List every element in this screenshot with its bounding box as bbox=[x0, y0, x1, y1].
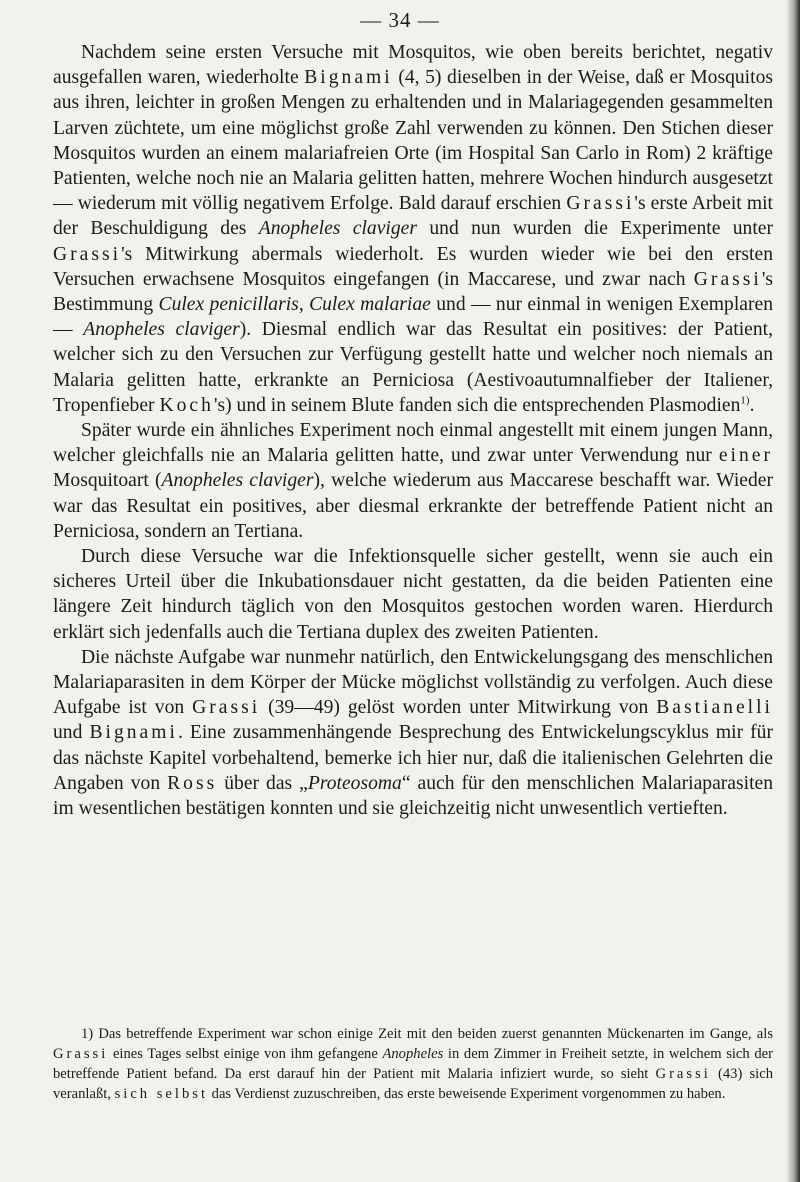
spaced-name: Grassi bbox=[693, 268, 762, 290]
text-run: (43) sich veranlaßt, bbox=[53, 1066, 773, 1102]
page-number: — 34 — bbox=[360, 8, 440, 32]
text-run: (4, 5) dieselben in der Weise, daß er Mosquitos aus ihren, leichter in großen Mengen zu erhaltenden und in Malariagegenden gesammelten Larven züchtete, um eine möglichst große Zahl verwenden zu können. Den Stichen dieser Mosquitos wurden an einem malariafreien Orte (im Hospital San Carlo in Rom) 2 kräftige Patienten, welche noch nie an Malaria gelitten hatten, mehrere Wochen hindurch ausgesetzt — wiederum mit völlig negativem Erfolge. Bald darauf erschien bbox=[53, 67, 773, 215]
paragraph bbox=[53, 645, 773, 821]
italic-term: Culex malariae bbox=[309, 294, 431, 316]
text-run: Nachdem seine ersten Versuche mit Mosquitos, wie oben bereits berichtet, negativ ausgefallen waren, wiederholte bbox=[53, 42, 773, 89]
spaced-name: sich selbst bbox=[114, 1086, 208, 1102]
text-run: 1) Das betreffende Experiment war schon einige Zeit mit den beiden zuerst genannten Mückenarten im Gange, als bbox=[81, 1026, 773, 1042]
text-run: Durch diese Versuche war die Infektionsquelle sicher gestellt, wenn sie auch ein sicheres Urteil über die Inkubationsdauer nicht gestatten, da die beiden Patienten eine längere Zeit hindurch täglich von den Mosquitos gestochen worden waren. Hierdurch erklärt sich jedenfalls auch die Tertiana duplex des zweiten Patienten. bbox=[53, 546, 773, 643]
spaced-name: Grassi bbox=[53, 1046, 109, 1062]
paragraph bbox=[53, 418, 773, 544]
footnote-marker: 1) bbox=[740, 394, 750, 407]
text-run: ), welche wiederum aus Maccarese beschafft war. Wieder war das Resultat ein positives, aber diesmal erkrankte der betreffende Patient nicht an Perniciosa, sondern an Tertiana. bbox=[53, 470, 774, 542]
italic-term: Anopheles bbox=[382, 1046, 444, 1062]
spaced-name: Grassi bbox=[53, 243, 122, 265]
text-run: das Verdienst zuzuschreiben, das erste beweisende Experiment vorgenommen zu haben. bbox=[208, 1086, 726, 1102]
spaced-name: Bignami bbox=[89, 722, 178, 744]
italic-term: Anopheles claviger bbox=[258, 218, 417, 240]
paragraph bbox=[53, 40, 773, 418]
text-run: (39—49) gelöst worden unter Mitwirkung von bbox=[260, 697, 657, 719]
spaced-name: Bignami bbox=[304, 67, 393, 89]
spaced-name: einer bbox=[718, 445, 773, 467]
spaced-name: Bastianelli bbox=[656, 697, 774, 719]
spaced-name: Grassi bbox=[192, 697, 261, 719]
main-text bbox=[53, 40, 773, 821]
text-run: . bbox=[749, 394, 755, 416]
text-run: 's Bestimmung bbox=[53, 268, 773, 316]
text-run: ). Diesmal endlich war das Resultat ein positives: der Patient, welcher sich zu den Versuchen zur Verfügung gestellt hatte und welcher noch niemals an Malaria gelitten hatte, erkrankte an Perniciosa (Aestivoautumnalfieber der Italiener, Tropenfieber bbox=[53, 319, 773, 416]
text-run: 's Mitwirkung abermals wiederholt. Es wurden wieder wie bei den ersten Versuchen erwachsene Mosquitos eingefangen (in Maccarese, und zwar nach bbox=[53, 243, 773, 290]
text-run: 's erste Arbeit mit der Beschuldigung des bbox=[53, 193, 773, 240]
text-run: “ auch für den menschlichen Malariaparasiten im wesentlichen bestätigen konnten und sie gleichzeitig nicht unwesentlich vertieften. bbox=[53, 772, 774, 820]
text-run: Mosquitoart ( bbox=[53, 470, 162, 492]
text-run: . Eine zusammenhängende Besprechung des Entwickelungscyklus mir für das nächste Kapitel vorbehaltend, bemerke ich hier nur, daß die italienischen Gelehrten die Angaben von bbox=[53, 722, 773, 794]
page-edge-shadow bbox=[786, 0, 800, 1182]
text-run: und — nur einmal in wenigen Exemplaren — bbox=[53, 294, 773, 341]
text-run: Die nächste Aufgabe war nunmehr natürlich, den Entwickelungsgang des menschlichen Malariaparasiten in dem Körper der Mücke möglichst vollständig zu verfolgen. Auch diese Aufgabe ist von bbox=[53, 646, 773, 719]
spaced-name: Grassi bbox=[566, 193, 635, 215]
footnotes bbox=[53, 1024, 773, 1104]
paragraph bbox=[53, 544, 773, 645]
text-run: eines Tages selbst einige von ihm gefangene bbox=[108, 1046, 383, 1062]
text-run: Später wurde ein ähnliches Experiment noch einmal angestellt mit einem jungen Mann, welcher gleichfalls nie an Malaria gelitten hatte, und zwar unter Verwendung nur bbox=[53, 420, 773, 467]
text-run: über das „ bbox=[217, 772, 308, 794]
footnote bbox=[53, 1024, 773, 1104]
spaced-name: Koch bbox=[159, 394, 214, 416]
text-run: und bbox=[53, 722, 90, 744]
spaced-name: Grassi bbox=[655, 1066, 711, 1082]
italic-term: Proteosoma bbox=[307, 772, 402, 794]
text-run: , bbox=[298, 294, 310, 316]
text-run: in dem Zimmer in Freiheit setzte, in welchem sich der betreffende Patient befand. Da erst darauf hin der Patient mit Malaria infiziert wurde, so sieht bbox=[53, 1046, 773, 1082]
italic-term: Anopheles claviger bbox=[161, 470, 314, 492]
text-run: und nun wurden die Experimente unter bbox=[416, 218, 774, 240]
italic-term: Culex penicillaris bbox=[158, 294, 299, 316]
italic-term: Anopheles claviger bbox=[83, 319, 240, 341]
text-run: 's) und in seinem Blute fanden sich die entsprechenden Plasmodien bbox=[213, 394, 741, 416]
spaced-name: Ross bbox=[167, 772, 218, 794]
